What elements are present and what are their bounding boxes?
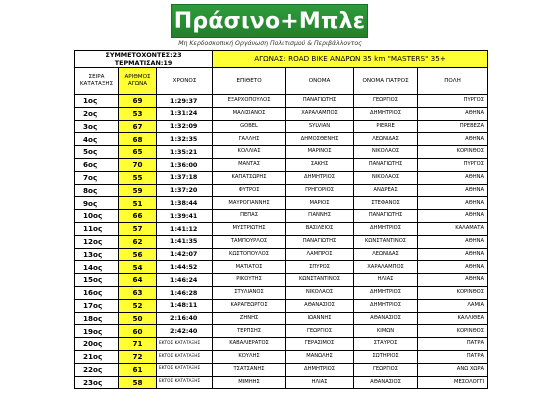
table-row	[75, 325, 488, 338]
table-row	[75, 261, 488, 274]
city-cell: ΑΘΗΝΑ	[418, 197, 488, 210]
col-header-father: ΟΝΟΜΑ ΠΑΤΡΟΣ	[354, 68, 418, 95]
position-cell: 18ος	[75, 312, 119, 325]
race-number-cell: 53	[119, 107, 157, 120]
name-cell: ΜΑΝΩΛΗΣ	[286, 350, 354, 363]
surname-cell: ΚΑΠΑΤΣΩΡΗΣ	[213, 171, 286, 184]
table-row	[75, 197, 488, 210]
name-cell: ΒΑΣΙΛΕΙΟΣ	[286, 222, 354, 235]
race-number-cell: 55	[119, 171, 157, 184]
city-cell: ΑΘΗΝΑ	[418, 235, 488, 248]
name-cell: ΝΙΚΟΛΑΟΣ	[286, 286, 354, 299]
table-row	[75, 146, 488, 159]
summary-cell	[75, 51, 213, 68]
logo-tagline: Μη Κερδοσκοπική Οργάνωση Πολιτισμού & Περιβάλλοντος	[178, 40, 362, 47]
organization-logo	[171, 4, 368, 38]
results-sheet	[74, 50, 487, 409]
position-cell: 9ος	[75, 197, 119, 210]
race-number-cell: 71	[119, 338, 157, 351]
time-cell: 1:46:28	[157, 286, 213, 299]
time-cell: 1:31:24	[157, 107, 213, 120]
father-name-cell: ΚΩΝΣΤΑΝΤΙΝΟΣ	[354, 235, 418, 248]
name-cell: ΛΑΜΠΡΟΣ	[286, 248, 354, 261]
position-cell: 5ος	[75, 146, 119, 159]
city-cell: ΑΘΗΝΑ	[418, 107, 488, 120]
father-name-cell: ΛΕΩΝΙΔΑΣ	[354, 133, 418, 146]
city-cell: ΠΑΤΡΑ	[418, 350, 488, 363]
surname-cell: ΚΟΛΛΙΑΣ	[213, 146, 286, 159]
city-cell: ΑΘΗΝΑ	[418, 133, 488, 146]
table-row	[75, 363, 488, 376]
father-name-cell: ΗΛΙΑΣ	[354, 274, 418, 287]
father-name-cell: ΔΗΜΗΤΡΙΟΣ	[354, 107, 418, 120]
col-header-surname: ΕΠΙΘΕΤΟ	[213, 68, 286, 95]
city-cell: ΠΥΡΓΟΣ	[418, 158, 488, 171]
name-cell: ΓΕΩΡΓΙΟΣ	[286, 325, 354, 338]
surname-cell: ΓΑΛΛΗΣ	[213, 133, 286, 146]
race-number-cell: 62	[119, 235, 157, 248]
race-number-cell: 61	[119, 363, 157, 376]
col-header-city: ΠΟΛΗ	[418, 68, 488, 95]
father-name-cell: ΝΙΚΟΛΑΟΣ	[354, 171, 418, 184]
city-cell: ΛΑΜΙΑ	[418, 299, 488, 312]
time-cell: 1:42:07	[157, 248, 213, 261]
name-cell: ΓΡΗΓΟΡΙΟΣ	[286, 184, 354, 197]
city-cell: ΑΘΗΝΑ	[418, 261, 488, 274]
time-cell: 1:37:18	[157, 171, 213, 184]
col-header-position: ΣΕΙΡΑ ΚΑΤΑΤΑΞΗΣ	[75, 68, 119, 95]
surname-cell: ΡΙΚΟΥΤΗΣ	[213, 274, 286, 287]
race-number-cell: 50	[119, 312, 157, 325]
col-header-time: ΧΡΟΝΟΣ	[157, 68, 213, 95]
position-cell: 20ος	[75, 338, 119, 351]
father-name-cell: ΣΩΤΗΡΙΟΣ	[354, 350, 418, 363]
surname-cell: ΚΟΥΛΗΣ	[213, 350, 286, 363]
race-number-cell: 56	[119, 248, 157, 261]
father-name-cell: PIERRE	[354, 120, 418, 133]
father-name-cell: ΔΗΜΗΤΡΙΟΣ	[354, 286, 418, 299]
race-number-cell: 52	[119, 299, 157, 312]
name-cell: ΚΩΝΣΤΑΝΤΙΝΟΣ	[286, 274, 354, 287]
father-name-cell: ΠΑΝΑΓΙΩΤΗΣ	[354, 158, 418, 171]
father-name-cell: ΓΕΩΡΓΙΟΣ	[354, 95, 418, 108]
city-cell: ΚΟΡΙΝΘΟΣ	[418, 286, 488, 299]
time-cell: 1:29:37	[157, 95, 213, 108]
table-row	[75, 235, 488, 248]
surname-cell: ΚΑΒΑΛΙΕΡΑΤΟΣ	[213, 338, 286, 351]
position-cell: 3ος	[75, 120, 119, 133]
position-cell: 13ος	[75, 248, 119, 261]
city-cell: ΑΝΩ ΧΩΡΑ	[418, 363, 488, 376]
position-cell: 11ος	[75, 222, 119, 235]
table-row	[75, 158, 488, 171]
time-cell: 1:38:44	[157, 197, 213, 210]
name-cell: ΔΗΜΟΣΘΕΝΗΣ	[286, 133, 354, 146]
surname-cell: ΜΑΤΙΑΤΟΣ	[213, 261, 286, 274]
time-cell: ΕΚΤΟΣ ΚΑΤΑΤΑΞΗΣ	[157, 350, 213, 363]
time-cell: 1:39:41	[157, 210, 213, 223]
name-cell: ΙΩΑΝΝΗΣ	[286, 312, 354, 325]
father-name-cell: ΔΗΜΗΤΡΙΟΣ	[354, 299, 418, 312]
time-cell: 1:37:20	[157, 184, 213, 197]
father-name-cell: ΑΘΑΝΑΣΙΟΣ	[354, 376, 418, 389]
surname-cell: ΤΣΑΤΣΑΝΗΣ	[213, 363, 286, 376]
city-cell: ΚΑΛΛΙΘΕΑ	[418, 312, 488, 325]
city-cell: ΚΑΛΑΜΑΤΑ	[418, 222, 488, 235]
position-cell: 2ος	[75, 107, 119, 120]
position-cell: 4ος	[75, 133, 119, 146]
race-number-cell: 51	[119, 197, 157, 210]
header	[0, 0, 540, 50]
father-name-cell: ΚΙΜΩΝ	[354, 325, 418, 338]
race-number-cell: 58	[119, 376, 157, 389]
table-row	[75, 286, 488, 299]
name-cell: ΣΠΥΡΟΣ	[286, 261, 354, 274]
name-cell: ΑΘΑΝΑΣΙΟΣ	[286, 299, 354, 312]
position-cell: 17ος	[75, 299, 119, 312]
column-header-row	[75, 68, 488, 95]
surname-cell: GOBEL	[213, 120, 286, 133]
father-name-cell: ΧΑΡΑΛΑΜΠΟΣ	[354, 261, 418, 274]
name-cell: ΜΑΡΙΝΟΣ	[286, 146, 354, 159]
surname-cell: ΜΑΛΙΣΙΑΝΟΣ	[213, 107, 286, 120]
race-number-cell: 65	[119, 146, 157, 159]
position-cell: 12ος	[75, 235, 119, 248]
time-cell: 1:36:00	[157, 158, 213, 171]
time-cell: 1:41:35	[157, 235, 213, 248]
name-cell: ΧΑΡΑΛΑΜΠΟΣ	[286, 107, 354, 120]
table-row	[75, 274, 488, 287]
surname-cell: ΜΥΣΤΡΙΩΤΗΣ	[213, 222, 286, 235]
city-cell: ΑΘΗΝΑ	[418, 184, 488, 197]
race-number-cell: 54	[119, 261, 157, 274]
race-number-cell: 59	[119, 184, 157, 197]
position-cell: 19ος	[75, 325, 119, 338]
name-cell: ΔΗΜΗΤΡΙΟΣ	[286, 171, 354, 184]
city-cell: ΑΘΗΝΑ	[418, 248, 488, 261]
time-cell: ΕΚΤΟΣ ΚΑΤΑΤΑΞΗΣ	[157, 376, 213, 389]
race-number-cell: 63	[119, 286, 157, 299]
time-cell: 2:16:40	[157, 312, 213, 325]
position-cell: 8ος	[75, 184, 119, 197]
race-number-cell: 68	[119, 133, 157, 146]
position-cell: 16ος	[75, 286, 119, 299]
table-row	[75, 184, 488, 197]
city-cell: ΚΟΡΙΝΘΟΣ	[418, 325, 488, 338]
race-number-cell: 69	[119, 95, 157, 108]
time-cell: 1:48:11	[157, 299, 213, 312]
father-name-cell: ΝΙΚΟΛΑΟΣ	[354, 146, 418, 159]
father-name-cell: ΑΘΑΝΑΣΙΟΣ	[354, 312, 418, 325]
city-cell: ΑΘΗΝΑ	[418, 210, 488, 223]
name-cell: ΜΑΡΙΟΣ	[286, 197, 354, 210]
name-cell: SYLVIAN	[286, 120, 354, 133]
name-cell: ΠΑΝΑΓΙΩΤΗΣ	[286, 235, 354, 248]
surname-cell: ΚΩΣΤΟΠΟΥΛΟΣ	[213, 248, 286, 261]
father-name-cell: ΑΝΔΡΕΑΣ	[354, 184, 418, 197]
time-cell: 1:46:24	[157, 274, 213, 287]
table-row	[75, 133, 488, 146]
position-cell: 6ος	[75, 158, 119, 171]
race-title: ΑΓΩΝΑΣ: ROAD BIKE ΑΝΔΡΩΝ 35 km "MASTERS" 35+	[213, 51, 488, 68]
father-name-cell: ΣΤΑΥΡΟΣ	[354, 338, 418, 351]
table-row	[75, 248, 488, 261]
table-row	[75, 312, 488, 325]
city-cell: ΜΕΣΟΛΟΓΓΙ	[418, 376, 488, 389]
name-cell: ΓΙΑΝΝΗΣ	[286, 210, 354, 223]
table-row	[75, 299, 488, 312]
table-row	[75, 376, 488, 389]
city-cell: ΠΑΤΡΑ	[418, 338, 488, 351]
table-row	[75, 120, 488, 133]
father-name-cell: ΠΑΝΑΓΙΩΤΗΣ	[354, 210, 418, 223]
position-cell: 14ος	[75, 261, 119, 274]
time-cell: ΕΚΤΟΣ ΚΑΤΑΤΑΞΗΣ	[157, 338, 213, 351]
surname-cell: ΜΑΥΡΟΓΙΑΝΝΗΣ	[213, 197, 286, 210]
table-row	[75, 210, 488, 223]
table-row	[75, 95, 488, 108]
name-cell: ΠΑΝΑΓΙΩΤΗΣ	[286, 95, 354, 108]
race-number-cell: 72	[119, 350, 157, 363]
surname-cell: ΜΙΜΗΗΣ	[213, 376, 286, 389]
race-number-cell: 70	[119, 158, 157, 171]
logo-text: Πράσινο+Μπλε	[173, 8, 366, 34]
table-row	[75, 107, 488, 120]
father-name-cell: ΓΕΩΡΓΙΟΣ	[354, 363, 418, 376]
position-cell: 22ος	[75, 363, 119, 376]
city-cell: ΚΟΡΙΝΘΟΣ	[418, 146, 488, 159]
position-cell: 1ος	[75, 95, 119, 108]
race-number-cell: 67	[119, 120, 157, 133]
father-name-cell: ΣΤΕΦΑΝΟΣ	[354, 197, 418, 210]
name-cell: ΓΕΡΑΣΙΜΟΣ	[286, 338, 354, 351]
time-cell: 1:44:52	[157, 261, 213, 274]
city-cell: ΑΘΗΝΑ	[418, 171, 488, 184]
table-row	[75, 350, 488, 363]
position-cell: 21ος	[75, 350, 119, 363]
father-name-cell: ΔΗΜΗΤΡΙΟΣ	[354, 222, 418, 235]
surname-cell: ΜΑΝΤΑΣ	[213, 158, 286, 171]
summary-row	[75, 51, 488, 68]
position-cell: 15ος	[75, 274, 119, 287]
table-row	[75, 338, 488, 351]
surname-cell: ΦΥΤΡΟΣ	[213, 184, 286, 197]
name-cell: ΣΑΚΗΣ	[286, 158, 354, 171]
time-cell: 1:41:12	[157, 222, 213, 235]
position-cell: 23ος	[75, 376, 119, 389]
position-cell: 10ος	[75, 210, 119, 223]
time-cell: 1:35:21	[157, 146, 213, 159]
city-cell: ΠΥΡΓΟΣ	[418, 95, 488, 108]
surname-cell: ΕΞΑΡΧΟΠΟΥΛΟΣ	[213, 95, 286, 108]
name-cell: ΔΗΜΗΤΡΙΟΣ	[286, 363, 354, 376]
surname-cell: ΠΕΠΑΣ	[213, 210, 286, 223]
surname-cell: ΖΗΝΗΣ	[213, 312, 286, 325]
city-cell: ΠΡΕΒΕΖΑ	[418, 120, 488, 133]
col-header-number: ΑΡΙΘΜΟΣ ΑΓΩΝΑ	[119, 68, 157, 95]
surname-cell: ΚΑΡΑΓΕΩΡΓΟΣ	[213, 299, 286, 312]
table-row	[75, 222, 488, 235]
time-cell: 1:32:09	[157, 120, 213, 133]
time-cell: 2:42:40	[157, 325, 213, 338]
table-row	[75, 171, 488, 184]
finishers-count: ΤΕΡΜΑΤΙΣΑΝ:19	[114, 59, 173, 67]
city-cell: ΑΘΗΝΑ	[418, 274, 488, 287]
time-cell: ΕΚΤΟΣ ΚΑΤΑΤΑΞΗΣ	[157, 363, 213, 376]
race-number-cell: 60	[119, 325, 157, 338]
position-cell: 7ος	[75, 171, 119, 184]
time-cell: 1:32:35	[157, 133, 213, 146]
race-number-cell: 64	[119, 274, 157, 287]
name-cell: ΗΛΙΑΣ	[286, 376, 354, 389]
surname-cell: ΣΤΥΛΙΑΝΟΣ	[213, 286, 286, 299]
surname-cell: ΤΑΜΠΟΥΡΛΟΣ	[213, 235, 286, 248]
father-name-cell: ΛΕΩΝΙΔΑΣ	[354, 248, 418, 261]
race-number-cell: 66	[119, 210, 157, 223]
col-header-name: ΟΝΟΜΑ	[286, 68, 354, 95]
results-table	[74, 50, 488, 389]
participants-count: ΣΥΜΜΕΤΟΧΟΝΤΕΣ:23	[105, 51, 182, 59]
race-number-cell: 57	[119, 222, 157, 235]
surname-cell: ΤΕΡΠΣΗΣ	[213, 325, 286, 338]
